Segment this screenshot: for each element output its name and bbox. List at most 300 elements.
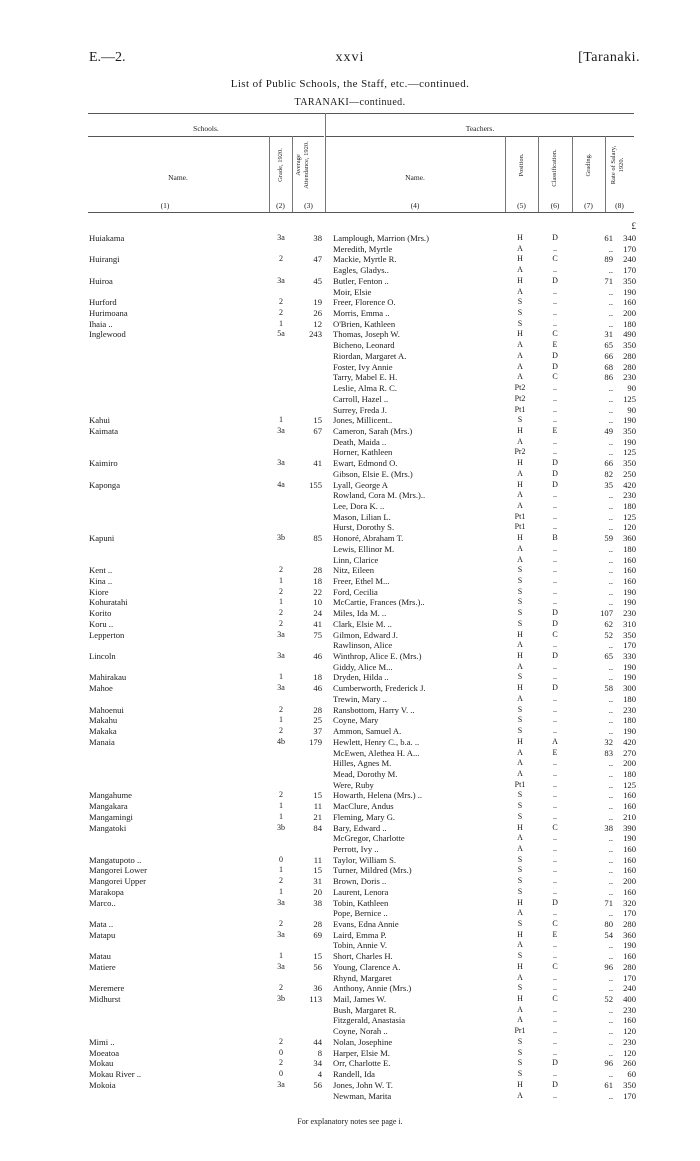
school-name-cell: Mahoenui <box>89 704 124 715</box>
salary-cell: 180 <box>623 693 636 704</box>
table-row <box>0 447 700 458</box>
classification-cell: D <box>552 361 558 371</box>
grading-cell: .. <box>608 1004 613 1015</box>
table-row <box>0 490 700 501</box>
salary-cell: 350 <box>623 458 636 469</box>
average-attendance-cell: 155 <box>309 479 322 490</box>
col-num-2: (2) <box>276 201 285 210</box>
classification-cell: D <box>552 468 558 478</box>
table-row <box>0 812 700 823</box>
position-cell: S <box>517 1047 523 1057</box>
school-grade-cell: 3a <box>277 425 285 435</box>
classification-cell: C <box>552 822 558 832</box>
average-attendance-cell: 44 <box>313 1036 322 1047</box>
school-name-cell: Mangamingi <box>89 811 133 822</box>
position-cell: S <box>517 886 523 896</box>
school-grade-cell: 3a <box>277 1079 285 1089</box>
position-cell: A <box>517 468 523 478</box>
grading-cell: 107 <box>600 608 613 619</box>
school-name-cell: Huirangi <box>89 254 120 265</box>
classification-cell: D <box>552 897 558 907</box>
school-grade-cell: 1 <box>279 801 283 811</box>
classification-cell: B <box>552 533 558 543</box>
school-grade-cell: 0 <box>279 1047 283 1057</box>
teacher-name-cell: Mackie, Myrtle R. <box>333 254 397 265</box>
classification-cell: E <box>552 929 558 939</box>
teacher-name-cell: Bicheno, Leonard <box>333 340 395 351</box>
school-grade-cell: 1 <box>279 811 283 821</box>
classification-cell: D <box>552 608 558 618</box>
grading-cell: 68 <box>604 361 613 372</box>
average-attendance-cell: 46 <box>313 651 322 662</box>
grading-cell: .. <box>608 415 613 426</box>
attendance-header: Average Attendance, 1920. <box>295 141 310 189</box>
grading-cell: 59 <box>604 533 613 544</box>
grading-cell: .. <box>608 383 613 394</box>
classification-cell: .. <box>553 715 557 725</box>
grading-cell: .. <box>608 801 613 812</box>
position-cell: S <box>517 308 523 318</box>
table-row <box>0 522 700 533</box>
table-row <box>0 855 700 866</box>
grading-cell: .. <box>608 886 613 897</box>
position-cell: S <box>517 726 523 736</box>
salary-cell: 190 <box>623 436 636 447</box>
position-cell: S <box>517 876 523 886</box>
table-row <box>0 1005 700 1016</box>
position-cell: S <box>517 811 523 821</box>
grading-cell: 66 <box>604 458 613 469</box>
salary-cell: 280 <box>623 919 636 929</box>
col-num-8: (8) <box>615 201 624 210</box>
salary-cell: 360 <box>623 929 636 940</box>
classification-cell: .. <box>553 565 557 575</box>
school-name-cell: Kahui <box>89 415 111 426</box>
teacher-name-cell: Cameron, Sarah (Mrs.) <box>333 425 413 436</box>
classification-cell: .. <box>553 404 557 414</box>
classification-cell: .. <box>553 383 557 393</box>
classification-cell: C <box>552 961 558 971</box>
salary-cell: 190 <box>623 661 636 672</box>
classification-cell: .. <box>553 286 557 296</box>
classification-cell: D <box>552 618 558 628</box>
grading-cell: 32 <box>604 736 613 747</box>
position-cell: S <box>517 415 523 425</box>
grading-cell: 38 <box>604 822 613 833</box>
school-grade-cell: 0 <box>279 854 283 864</box>
classification-cell: .. <box>553 811 557 821</box>
average-attendance-cell: 18 <box>313 672 322 683</box>
salary-cell: 240 <box>623 983 636 994</box>
school-grade-cell: 2 <box>279 790 283 800</box>
col-num-4: (4) <box>410 201 420 210</box>
position-cell: A <box>517 350 523 360</box>
school-name-cell: Manaia <box>89 736 115 747</box>
position-cell: A <box>517 758 523 768</box>
average-attendance-cell: 41 <box>313 618 322 629</box>
table-row <box>0 908 700 919</box>
classification-cell: .. <box>553 1015 557 1025</box>
position-cell: H <box>517 897 523 907</box>
salary-cell: 190 <box>623 833 636 844</box>
salary-cell: 180 <box>623 543 636 554</box>
table-row <box>0 555 700 566</box>
salary-cell: 230 <box>623 1004 636 1015</box>
position-cell: A <box>517 340 523 350</box>
staff-table-body <box>0 233 700 1101</box>
table-row <box>0 844 700 855</box>
salary-cell: 420 <box>623 479 636 490</box>
grading-cell: .. <box>608 983 613 994</box>
teacher-name-cell: Lamplough, Marrion (Mrs.) <box>333 233 429 243</box>
page-title: List of Public Schools, the Staff, etc.—continued. <box>230 78 470 90</box>
table-row <box>0 737 700 748</box>
salary-cell: 190 <box>623 672 636 683</box>
grading-cell: 71 <box>604 275 613 286</box>
table-row <box>0 887 700 898</box>
salary-cell: 280 <box>623 361 636 372</box>
teacher-name-cell: Turner, Mildred (Mrs.) <box>333 865 412 876</box>
teacher-name-cell: Tarry, Mabel E. H. <box>333 372 398 383</box>
table-row <box>0 297 700 308</box>
classification-cell: .. <box>553 693 557 703</box>
salary-cell: 360 <box>623 533 636 544</box>
salary-cell: 180 <box>623 715 636 726</box>
average-attendance-cell: 113 <box>309 994 322 1005</box>
average-attendance-cell: 243 <box>309 329 322 340</box>
salary-cell: 60 <box>627 1069 636 1080</box>
salary-cell: 160 <box>623 865 636 876</box>
average-attendance-cell: 69 <box>313 929 322 940</box>
classification-cell: .. <box>553 586 557 596</box>
school-grade-cell: 1 <box>279 597 283 607</box>
position-cell: H <box>517 929 523 939</box>
salary-header: Rate of Salary, 1920. <box>610 145 625 185</box>
table-row <box>0 715 700 726</box>
position-cell: Pr1 <box>514 1026 526 1036</box>
classification-cell: .. <box>553 1026 557 1036</box>
table-row <box>0 758 700 769</box>
teacher-name-cell: Fleming, Mary G. <box>333 811 396 822</box>
grading-cell: .. <box>608 576 613 586</box>
table-row <box>0 876 700 887</box>
classification-cell: .. <box>553 554 557 564</box>
teacher-name-cell: Moir, Elsie <box>333 286 372 297</box>
salary-cell: 350 <box>623 340 636 351</box>
school-grade-cell: 2 <box>279 297 283 307</box>
grading-cell: 61 <box>604 233 613 243</box>
position-cell: H <box>517 275 523 285</box>
school-name-cell: Makahu <box>89 715 118 726</box>
school-grade-cell: 2 <box>279 919 283 928</box>
classification-cell: .. <box>553 886 557 896</box>
school-name-cell: Matau <box>89 951 111 962</box>
table-row <box>0 544 700 555</box>
average-attendance-cell: 38 <box>313 233 322 243</box>
teacher-name-cell: Surrey, Freda J. <box>333 404 387 415</box>
school-name-cell: Hurford <box>89 297 117 308</box>
school-grade-cell: 4b <box>277 736 285 746</box>
school-name-cell: Mangakara <box>89 801 128 812</box>
grading-cell: .. <box>608 661 613 672</box>
table-row <box>0 233 700 244</box>
salary-cell: 350 <box>623 629 636 640</box>
table-row <box>0 801 700 812</box>
page-number: xxvi <box>335 50 365 65</box>
table-row <box>0 919 700 930</box>
position-cell: S <box>517 1058 523 1068</box>
table-row <box>0 640 700 651</box>
classification-cell: .. <box>553 500 557 510</box>
table-row <box>0 372 700 383</box>
grading-cell: .. <box>608 790 613 801</box>
salary-cell: 160 <box>623 297 636 308</box>
teacher-name-cell: McGregor, Charlotte <box>333 833 405 844</box>
table-row <box>0 983 700 994</box>
grading-cell: .. <box>608 404 613 415</box>
position-cell: H <box>517 1079 523 1089</box>
classification-cell: C <box>552 919 558 928</box>
salary-cell: 160 <box>623 565 636 576</box>
table-row <box>0 480 700 491</box>
position-cell: H <box>517 822 523 832</box>
teacher-name-cell: MacClure, Andus <box>333 801 394 812</box>
teacher-name-cell: Ford, Cecilia <box>333 586 378 597</box>
teacher-name-cell: Short, Charles H. <box>333 951 393 962</box>
salary-cell: 120 <box>623 522 636 533</box>
grading-cell: 31 <box>604 329 613 340</box>
table-row <box>0 1026 700 1037</box>
salary-cell: 180 <box>623 768 636 779</box>
school-grade-cell: 3a <box>277 683 285 693</box>
grading-cell: .. <box>608 1015 613 1026</box>
school-grade-cell: 2 <box>279 726 283 736</box>
classification-cell: .. <box>553 726 557 736</box>
school-grade-cell: 1 <box>279 415 283 425</box>
table-row <box>0 319 700 330</box>
classification-cell: .. <box>553 1047 557 1057</box>
teacher-name-cell: Honoré, Abraham T. <box>333 533 404 544</box>
position-cell: A <box>517 908 523 918</box>
average-attendance-cell: 75 <box>313 629 322 640</box>
school-grade-cell: 3b <box>277 533 285 543</box>
salary-cell: 230 <box>623 704 636 715</box>
grading-cell: 89 <box>604 254 613 265</box>
salary-cell: 120 <box>623 1047 636 1058</box>
average-attendance-cell: 179 <box>309 736 322 747</box>
classification-cell: .. <box>553 779 557 789</box>
grading-cell: .. <box>608 490 613 501</box>
teacher-name-cell: Fitzgerald, Anastasia <box>333 1015 406 1026</box>
teacher-name-cell: Jones, John W. T. <box>333 1079 393 1090</box>
school-grade-cell: 2 <box>279 704 283 714</box>
salary-cell: 300 <box>623 683 636 694</box>
grading-cell: .. <box>608 436 613 447</box>
salary-cell: 340 <box>623 233 636 243</box>
teacher-name-cell: Thomas, Joseph W. <box>333 329 400 340</box>
average-attendance-cell: 46 <box>313 683 322 694</box>
salary-cell: 350 <box>623 1079 636 1090</box>
teachers-group-header: Teachers. <box>465 124 495 133</box>
position-cell: A <box>517 833 523 843</box>
school-grade-cell: 1 <box>279 865 283 875</box>
table-row <box>0 683 700 694</box>
grading-cell: 52 <box>604 629 613 640</box>
position-cell: H <box>517 683 523 693</box>
salary-cell: 210 <box>623 811 636 822</box>
table-row <box>0 394 700 405</box>
grading-cell: .. <box>608 308 613 319</box>
salary-cell: 170 <box>623 243 636 254</box>
teacher-name-cell: Carroll, Hazel .. <box>333 393 389 404</box>
salary-cell: 190 <box>623 586 636 597</box>
salary-cell: 390 <box>623 822 636 833</box>
school-name-cell: Huiroa <box>89 275 113 286</box>
salary-cell: 350 <box>623 425 636 436</box>
average-attendance-cell: 56 <box>313 961 322 972</box>
grading-cell: .. <box>608 243 613 254</box>
position-cell: A <box>517 243 523 253</box>
classification-cell: .. <box>553 854 557 864</box>
grading-cell: .. <box>608 908 613 919</box>
position-cell: H <box>517 458 523 468</box>
teacher-name-cell: Death, Maida .. <box>333 436 387 447</box>
school-name-cell: Lepperton <box>89 629 125 640</box>
teacher-name-cell: Young, Clarence A. <box>333 961 401 972</box>
average-attendance-cell: 8 <box>317 1047 322 1058</box>
grading-cell: 83 <box>604 747 613 758</box>
average-attendance-cell: 15 <box>313 790 322 801</box>
teacher-name-cell: Gibson, Elsie E. (Mrs.) <box>333 468 413 479</box>
grading-cell: .. <box>608 543 613 554</box>
school-name-cell: Matapu <box>89 929 116 940</box>
school-grade-cell: 2 <box>279 1058 283 1068</box>
average-attendance-cell: 15 <box>313 951 322 962</box>
classification-cell: .. <box>553 951 557 961</box>
classification-cell: D <box>552 651 558 661</box>
classification-cell: C <box>552 254 558 264</box>
school-name-cell: Marco.. <box>89 897 116 908</box>
schools-group-rule <box>88 136 324 137</box>
teacher-name-cell: Bary, Edward .. <box>333 822 387 833</box>
grading-cell: .. <box>608 758 613 769</box>
salary-cell: 190 <box>623 726 636 737</box>
school-name-cell: Kent .. <box>89 565 113 576</box>
salary-cell: 400 <box>623 994 636 1005</box>
salary-cell: 160 <box>623 801 636 812</box>
grading-cell: 62 <box>604 618 613 629</box>
classification-cell: E <box>552 747 558 757</box>
average-attendance-cell: 85 <box>313 533 322 544</box>
teacher-name-cell: Pope, Bernice .. <box>333 908 388 919</box>
grading-cell: 35 <box>604 479 613 490</box>
salary-cell: 160 <box>623 843 636 854</box>
col-num-6: (6) <box>550 201 560 210</box>
teacher-name-cell: Giddy, Alice M... <box>333 661 393 672</box>
table-row <box>0 672 700 683</box>
school-name-cell: Kaimiro <box>89 458 118 469</box>
table-row <box>0 833 700 844</box>
grading-cell: .. <box>608 597 613 608</box>
table-row <box>0 865 700 876</box>
teacher-name-cell: Hilles, Agnes M. <box>333 758 392 769</box>
salary-cell: 200 <box>623 876 636 887</box>
grading-cell: .. <box>608 318 613 329</box>
grading-cell: 71 <box>604 897 613 908</box>
average-attendance-cell: 4 <box>317 1069 322 1080</box>
grading-cell: .. <box>608 768 613 779</box>
position-cell: A <box>517 843 523 853</box>
teacher-name-cell: Butler, Fenton .. <box>333 275 389 286</box>
salary-cell: 90 <box>627 383 636 394</box>
salary-cell: 180 <box>623 318 636 329</box>
average-attendance-cell: 11 <box>313 801 322 812</box>
page-header-right: [Taranaki. <box>578 50 640 65</box>
grading-cell: .. <box>608 726 613 737</box>
teacher-name-cell: Foster, Ivy Annie <box>333 361 393 372</box>
position-cell: S <box>517 790 523 800</box>
school-grade-cell: 2 <box>279 586 283 596</box>
classification-cell: .. <box>553 661 557 671</box>
salary-cell: 280 <box>623 961 636 972</box>
salary-cell: 160 <box>623 554 636 565</box>
average-attendance-cell: 25 <box>313 715 322 726</box>
average-attendance-cell: 26 <box>313 308 322 319</box>
school-name-cell: Kaponga <box>89 479 121 490</box>
average-attendance-cell: 24 <box>313 608 322 619</box>
school-name-cell: Mangorei Lower <box>89 865 147 876</box>
teacher-name-cell: Linn, Clarice <box>333 554 379 565</box>
table-row <box>0 512 700 523</box>
grading-cell: .. <box>608 854 613 865</box>
teacher-name-cell: Mason, Lilian L. <box>333 511 391 522</box>
teacher-name-cell: Perrott, Ivy .. <box>333 843 379 854</box>
school-name-cell: Huiakama <box>89 233 125 243</box>
position-cell: H <box>517 994 523 1004</box>
school-name-cell: Kaimata <box>89 425 119 436</box>
grading-cell: 80 <box>604 919 613 929</box>
school-name-cell: Mokoia <box>89 1079 116 1090</box>
position-cell: H <box>517 629 523 639</box>
table-row <box>0 651 700 662</box>
position-cell: S <box>517 565 523 575</box>
salary-cell: 420 <box>623 736 636 747</box>
position-cell: Pt1 <box>514 779 526 789</box>
classification-cell: D <box>552 458 558 468</box>
classification-cell: .. <box>553 393 557 403</box>
average-attendance-cell: 41 <box>313 458 322 469</box>
classification-cell: C <box>552 372 558 382</box>
teacher-name-cell: Miles, Ida M. .. <box>333 608 387 619</box>
table-row <box>0 694 700 705</box>
classification-cell: .. <box>553 908 557 918</box>
classification-cell: .. <box>553 265 557 275</box>
school-name-cell: Mangorei Upper <box>89 876 147 887</box>
grading-cell: .. <box>608 1069 613 1080</box>
average-attendance-cell: 67 <box>313 425 322 436</box>
school-grade-cell: 3a <box>277 929 285 939</box>
table-row <box>0 726 700 737</box>
teacher-name-cell: Dryden, Hilda .. <box>333 672 389 683</box>
position-cell: A <box>517 1004 523 1014</box>
grading-cell: .. <box>608 972 613 983</box>
average-attendance-cell: 22 <box>313 586 322 597</box>
position-cell: A <box>517 543 523 553</box>
table-row <box>0 930 700 941</box>
salary-cell: 190 <box>623 415 636 426</box>
classification-cell: .. <box>553 522 557 532</box>
table-row <box>0 1058 700 1069</box>
